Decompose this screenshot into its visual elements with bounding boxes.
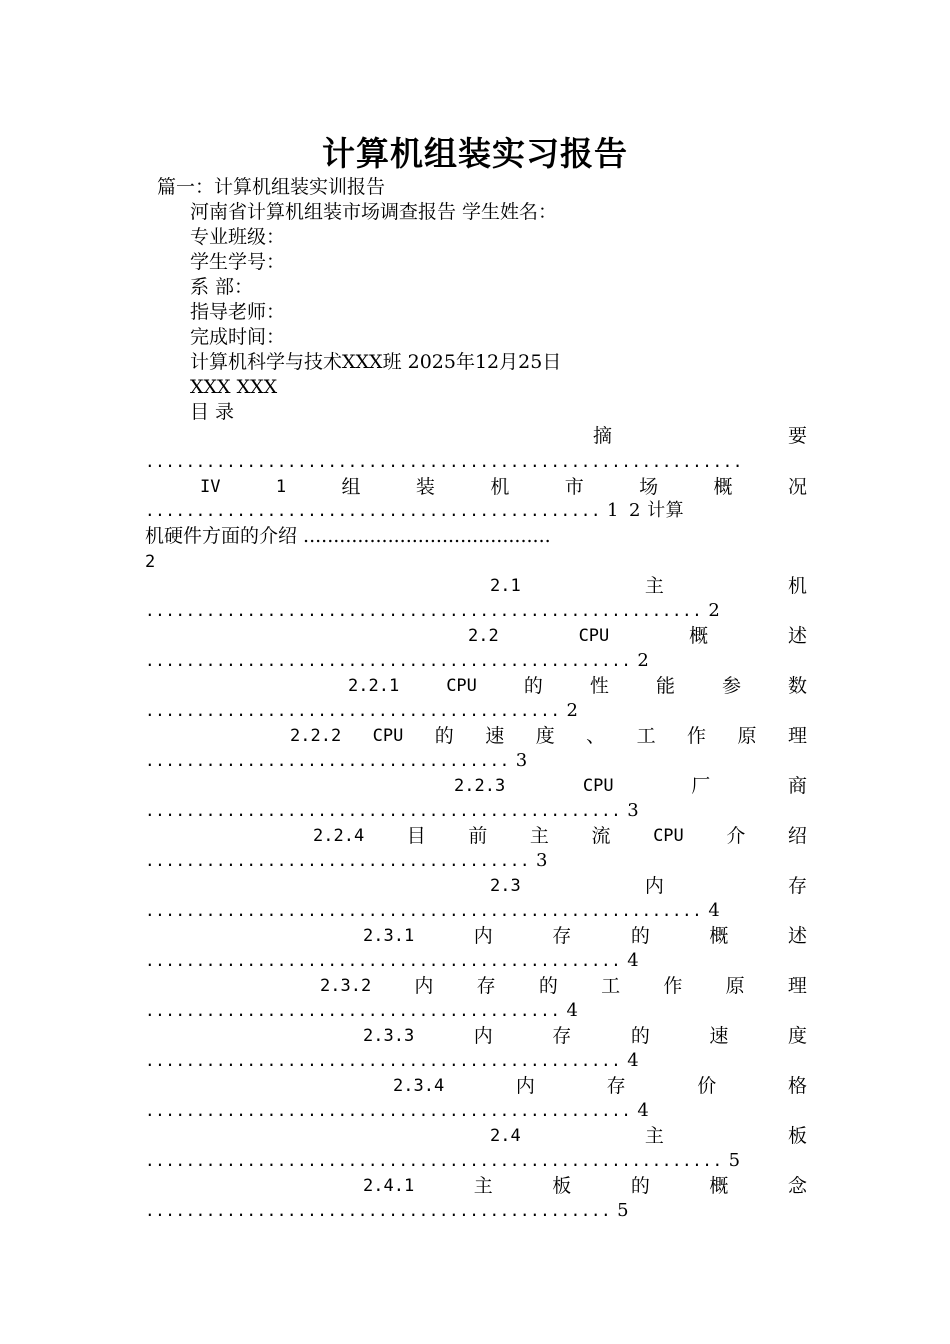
toc-word: 概 [709, 925, 729, 947]
toc-word: 原 [725, 975, 745, 997]
toc-word: 内 [414, 975, 434, 997]
toc-word: 内 [473, 1025, 493, 1047]
toc-entry-leader [145, 1050, 639, 1072]
toc-word: 度 [535, 725, 555, 747]
toc-word: 度 [787, 1025, 807, 1047]
toc-word: 概 [709, 1175, 729, 1197]
toc-entry-leader [145, 800, 639, 822]
toc-word: 摘 [593, 425, 613, 447]
toc-entry-leader [145, 950, 639, 972]
toc-word: CPU [372, 726, 404, 746]
toc-word: 内 [473, 925, 493, 947]
major-date-line: 计算机科学与技术XXX班 2025年12月25日 [190, 351, 562, 373]
toc-num: 2.2 [468, 626, 499, 646]
toc-dots: ......................................... [145, 1001, 561, 1020]
toc-num: 2.3.1 [363, 926, 415, 946]
toc-entry-label [145, 924, 807, 948]
toc-word: 速 [485, 725, 505, 747]
toc-word: CPU [578, 626, 610, 646]
toc-dots: ............................................... [145, 951, 622, 970]
toc-dots: ....................................................... [145, 901, 703, 920]
toc-word: 要 [787, 425, 807, 447]
toc-word: 前 [468, 825, 488, 847]
toc-word: 况 [787, 476, 807, 498]
toc-word: 存 [606, 1075, 626, 1097]
toc-entry-leader [145, 900, 720, 922]
names-line: XXX XXX [190, 376, 278, 398]
toc-entry-label [145, 1024, 807, 1048]
toc-dots: ............................................... [145, 1051, 622, 1070]
toc-ch1-label [145, 475, 807, 499]
toc-num: 2.2.3 [454, 776, 506, 796]
toc-word: 概 [689, 625, 709, 647]
toc-num: 2.2.4 [313, 826, 365, 846]
section-heading: 篇一：计算机组装实训报告 [157, 176, 386, 198]
toc-page: 4 [566, 1000, 579, 1021]
toc-word: 数 [787, 675, 807, 697]
toc-num: 2.3.4 [393, 1076, 445, 1096]
toc-word: 机 [787, 575, 807, 597]
toc-num: 2.2.2 [290, 726, 342, 746]
toc-word: 的 [630, 1175, 650, 1197]
toc-entry-label [145, 824, 807, 848]
toc-page: 4 [627, 1050, 640, 1071]
toc-entry-label [145, 624, 807, 648]
toc-abstract-label [145, 424, 807, 448]
toc-word: 的 [630, 925, 650, 947]
toc-word: 组 [341, 476, 361, 498]
toc-word: 性 [589, 675, 609, 697]
toc-abstract-leader [145, 451, 743, 473]
toc-word: 存 [552, 925, 572, 947]
advisor-field: 指导老师： [190, 301, 286, 323]
student-id-field: 学生学号： [190, 251, 286, 273]
toc-entry-leader [145, 850, 548, 872]
toc-word: CPU [653, 826, 684, 846]
toc-entry-label [145, 674, 807, 698]
toc-word: 价 [697, 1075, 717, 1097]
toc-word: 场 [639, 476, 659, 498]
toc-word: 板 [552, 1175, 572, 1197]
toc-word: 存 [552, 1025, 572, 1047]
toc-word: 主 [644, 575, 664, 597]
toc-page: 2 [145, 552, 156, 572]
toc-page: 4 [637, 1100, 650, 1121]
toc-entry-leader [145, 750, 528, 772]
toc-ch2-label [145, 524, 807, 548]
toc-num: 2.1 [490, 576, 521, 596]
toc-entry-leader [145, 1100, 649, 1122]
toc-word: 装 [415, 476, 435, 498]
toc-dots: ............................................. [145, 501, 601, 520]
toc-word: 主 [473, 1175, 493, 1197]
toc-page: 5 [728, 1150, 741, 1171]
toc-num: 2.2.1 [348, 676, 400, 696]
toc-word: 介 [726, 825, 746, 847]
toc-num: 1 [275, 477, 287, 497]
toc-entry-label [145, 724, 807, 748]
toc-entry-label [145, 874, 807, 898]
department-field: 系 部： [190, 276, 254, 298]
toc-word: 绍 [787, 825, 807, 847]
toc-entry-leader [145, 700, 578, 722]
toc-dots: ......................................... [145, 701, 561, 720]
toc-entry-leader [145, 1200, 629, 1222]
toc-word: 机 [490, 476, 510, 498]
toc-word: 板 [787, 1125, 807, 1147]
toc-page: 2 [708, 600, 721, 621]
toc-dots: ........................................................... [145, 452, 743, 471]
toc-word: 的 [434, 725, 454, 747]
toc-ch2-page [145, 549, 807, 573]
toc-page: 5 [617, 1200, 630, 1221]
toc-entry-leader [145, 1150, 741, 1172]
toc-entry-label [145, 1124, 807, 1148]
toc-word: 原 [737, 725, 757, 747]
toc-word: CPU [446, 676, 477, 696]
toc-dots: ............................................... [145, 801, 622, 820]
toc-dots: ................................................ [145, 1101, 632, 1120]
toc-word: 作 [663, 975, 683, 997]
toc-num: 2.3 [490, 876, 521, 896]
report-title-line: 河南省计算机组装市场调查报告 学生姓名： [190, 201, 558, 223]
toc-word: 工 [601, 975, 621, 997]
toc-word: 主 [644, 1125, 664, 1147]
toc-page: 3 [536, 850, 548, 871]
toc-num: 2.4 [490, 1126, 521, 1146]
toc-word: 的 [523, 675, 543, 697]
toc-entry-label [145, 1074, 807, 1098]
toc-dots: ......................................................... [145, 1151, 723, 1170]
toc-num: 2.3.2 [320, 976, 372, 996]
toc-word: 念 [787, 1175, 807, 1197]
toc-word: CPU [582, 776, 614, 796]
toc-word: 作 [687, 725, 707, 747]
toc-word: 流 [591, 825, 611, 847]
toc-entry-leader [145, 600, 720, 622]
toc-page: 3 [515, 750, 528, 771]
completion-time-field: 完成时间： [190, 326, 286, 348]
toc-page: 3 [627, 800, 640, 821]
toc-entry-leader [145, 1000, 578, 1022]
toc-page: 4 [708, 900, 721, 921]
toc-word: 的 [538, 975, 558, 997]
toc-word: 格 [787, 1075, 807, 1097]
toc-dots: ................................................ [145, 651, 632, 670]
toc-word: 概 [713, 476, 733, 498]
toc-word: 目 [406, 825, 426, 847]
toc-dots: .................................... [145, 751, 510, 770]
toc-entry-label [145, 574, 807, 598]
toc-dots: ...................................... [145, 851, 531, 870]
toc-ch2-lead: 2 计算 [628, 500, 685, 521]
toc-num: 2.4.1 [363, 1176, 415, 1196]
toc-word: 存 [476, 975, 496, 997]
toc-word: 的 [630, 1025, 650, 1047]
toc-word: 理 [787, 725, 807, 747]
toc-dots: ....................................................... [145, 601, 703, 620]
toc-entry-label [145, 974, 807, 998]
toc-entry-label [145, 774, 807, 798]
toc-ch1-leader [145, 500, 684, 522]
toc-page: 4 [627, 950, 640, 971]
toc-word: 商 [787, 775, 807, 797]
toc-word: 主 [529, 825, 549, 847]
class-field: 专业班级： [190, 226, 286, 248]
toc-word: 工 [636, 725, 656, 747]
toc-entry-label [145, 1174, 807, 1198]
toc-page: 2 [637, 650, 650, 671]
toc-word: 市 [564, 476, 584, 498]
toc-word: 述 [787, 925, 807, 947]
toc-heading: 目 录 [190, 401, 235, 423]
document-title: 计算机组装实习报告 [322, 134, 628, 173]
toc-word: 能 [655, 675, 675, 697]
toc-word: 内 [515, 1075, 535, 1097]
toc-entry-leader [145, 650, 649, 672]
toc-word: 存 [787, 875, 807, 897]
toc-word: 内 [644, 875, 664, 897]
toc-ch2-text: 机硬件方面的介绍 ......................................... [145, 525, 551, 547]
toc-word: 厂 [691, 775, 711, 797]
toc-page: IV [200, 477, 221, 497]
toc-page: 1 [606, 500, 619, 521]
toc-word: 速 [709, 1025, 729, 1047]
toc-word: 理 [787, 975, 807, 997]
toc-num: 2.3.3 [363, 1026, 415, 1046]
toc-dots: .............................................. [145, 1201, 612, 1220]
toc-page: 2 [566, 700, 579, 721]
toc-word: 参 [721, 675, 741, 697]
toc-word: 述 [787, 625, 807, 647]
toc-word: 、 [586, 725, 606, 747]
